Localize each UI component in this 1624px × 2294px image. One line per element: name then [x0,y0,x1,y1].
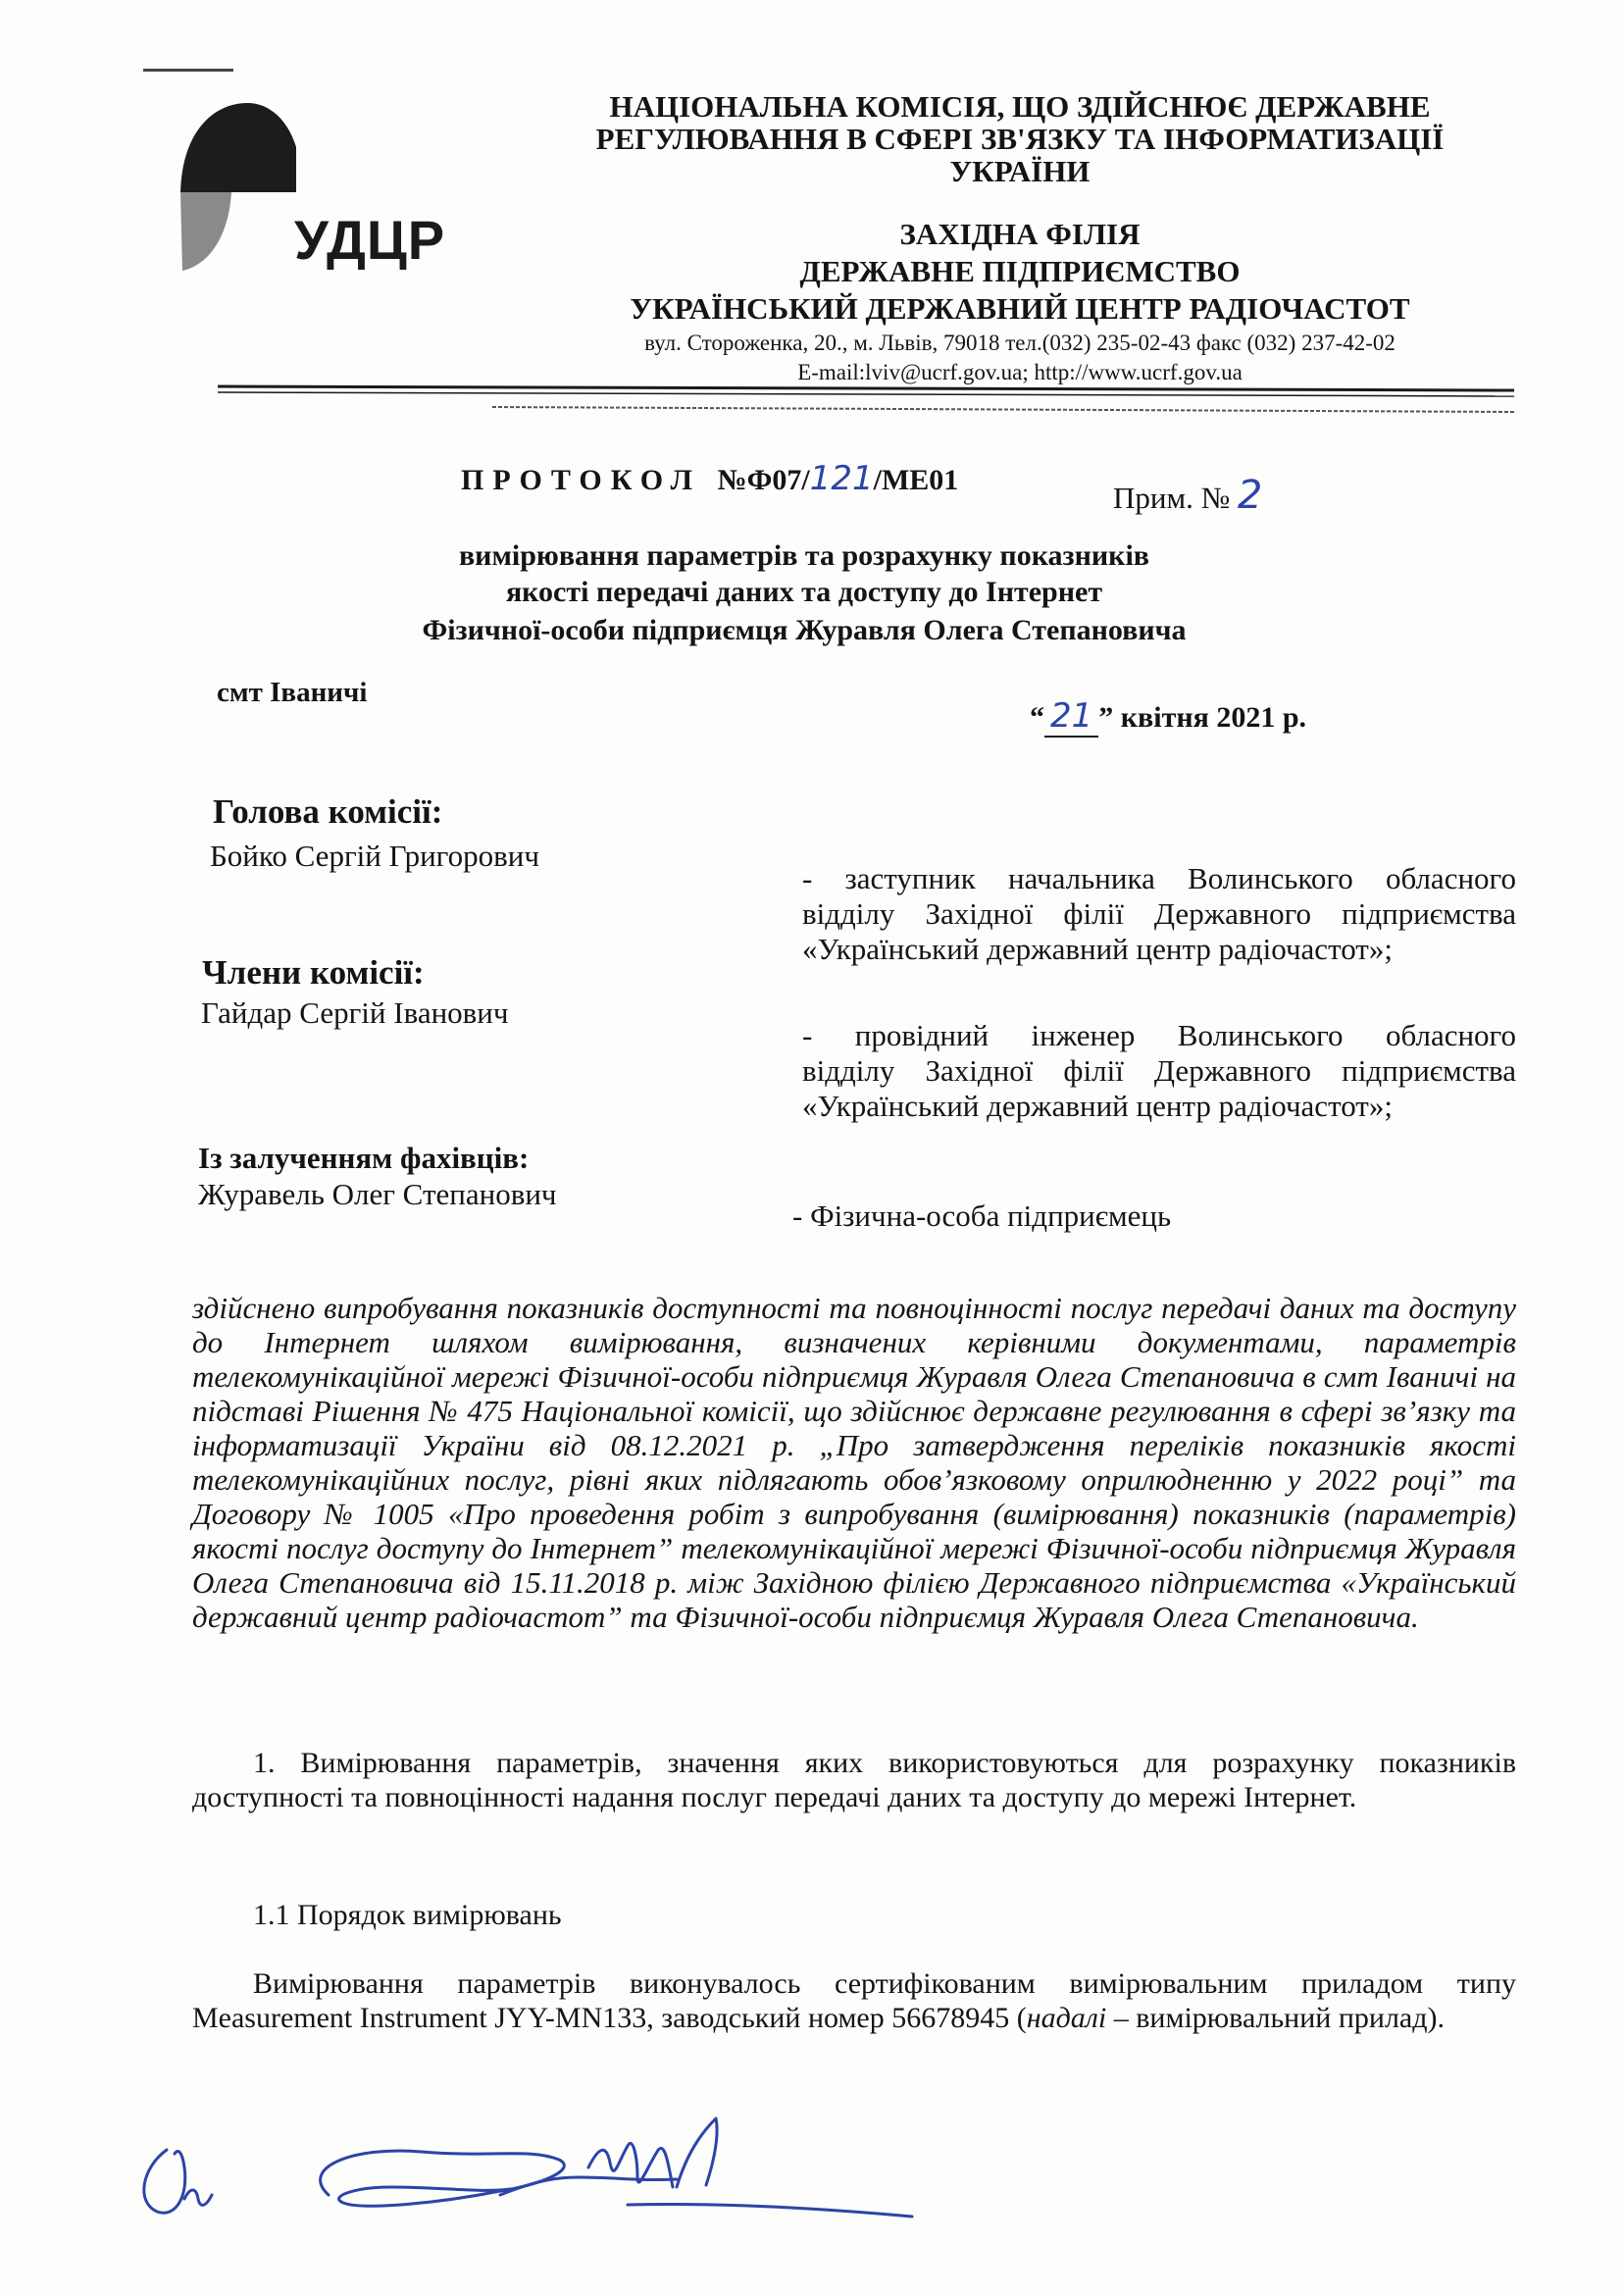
measurement-text-end: – вимірювальний прилад). [1106,2002,1445,2034]
chair-name: Бойко Сергій Григорович [210,839,539,873]
signature-underline [628,2205,912,2218]
member-role-line-1: - провідний інженер Волинського обласного [802,1018,1516,1052]
member-role-line-3: «Український державний центр радіочастот»; [802,1089,1393,1123]
chair-role [802,861,1516,967]
org-line-4: ЗАХІДНА ФІЛІЯ [899,217,1141,251]
org-address: вул. Стороженка, 20., м. Львів, 79018 тел.(032) 235-02-43 факс (032) 237-42-02 [644,331,1396,355]
chair-role-line-2: відділу Західної філії Державного підприємства [802,896,1516,931]
protocol-number-end: /МЕ01 [873,464,959,496]
members-heading: Члени комісії: [202,953,425,992]
org-line-1: НАЦІОНАЛЬНА КОМІСІЯ, ЩО ЗДІЙСНЮЄ ДЕРЖАВНЕ [609,89,1431,124]
chair-role-line-3: «Український державний центр радіочастот»; [802,932,1393,966]
expert-role: - Фізична-особа підприємець [792,1198,1172,1233]
org-contacts: E-mail:lviv@ucrf.gov.ua; http://www.ucrf.gov.ua [797,360,1243,384]
signature-2 [321,2151,565,2206]
date-day-handwritten: 21 [1044,696,1098,738]
signature-1 [144,2150,185,2213]
measurement-paragraph [192,1966,1516,2035]
member-name: Гайдар Сергій Іванович [201,995,509,1030]
place: смт Іваничі [217,677,368,708]
measurement-text-start: Вимірювання параметрів виконувалось сертифікованим вимірювальним приладом типу Measurement Instrument JYY-MN133, заводський номер 56678945 ( [192,1967,1516,2034]
subject-line-2: якості передачі даних та доступу до Інтернет [505,576,1103,608]
copy-number [1113,473,1262,518]
expert-name: Журавель Олег Степанович [198,1177,557,1211]
chair-role-line-1: - заступник начальника Волинського обласного [802,861,1516,895]
protocol-number-handwritten: 121 [809,459,874,498]
section-1-paragraph: 1. Вимірювання параметрів, значення яких використовуються для розрахунку показників доступності та повноцінності надання послуг передачі даних та доступу до мережі Інтернет. [192,1747,1516,1813]
experts-heading: Із залученням фахівців: [198,1141,530,1175]
date-rest: ” квітня 2021 р. [1098,701,1307,734]
date-open-quote: “ [1030,701,1044,734]
org-line-2: РЕГУЛЮВАННЯ В СФЕРІ ЗВ'ЯЗКУ ТА ІНФОРМАТИЗАЦІЇ [595,122,1445,156]
member-role [802,1018,1516,1124]
signature-2-tail [500,2177,677,2195]
chair-heading: Голова комісії: [213,792,443,831]
org-line-6: УКРАЇНСЬКИЙ ДЕРЖАВНИЙ ЦЕНТР РАДІОЧАСТОТ [630,291,1410,326]
org-line-3: УКРАЇНИ [949,154,1091,188]
section-1-1-heading: 1.1 Порядок вимірювань [253,1899,562,1931]
logo-top-bar [143,69,233,72]
header-divider [218,381,1514,420]
handwritten-signatures [127,2109,1010,2246]
copy-number-handwritten: 2 [1237,473,1263,518]
signature-1-tail [184,2190,212,2205]
copy-label: Прим. № [1113,481,1231,515]
protocol-title-prefix: ПРОТОКОЛ [461,464,701,496]
subject-line-1: вимірювання параметрів та розрахунку показників [458,539,1149,572]
protocol-number-start: №Ф07/ [717,464,810,496]
org-line-5: ДЕРЖАВНЕ ПІДПРИЄМСТВО [799,254,1241,288]
protocol-title [461,459,958,498]
logo-text: УДЦР [294,209,446,271]
date [1030,696,1306,736]
subject-line-3: Фізичної-особи підприємця Журавля Олега Степановича [422,614,1187,646]
member-role-line-2: відділу Західної філії Державного підприємства [802,1053,1516,1088]
udcr-logo-emblem [173,98,310,275]
measurement-text-italic: надалі [1026,2002,1107,2034]
signature-3-flourish [677,2118,717,2187]
intro-paragraph: здійснено випробування показників доступності та повноцінності послуг передачі даних та доступу до Інтернет шляхом вимірювання, визначених керівними документами, параметрів телекомунікаційної мережі Фізичної-особи підприємця Журавля Олега Степановича в смт Іваничі на підставі Рішення № 475 Національної комісії, що здійснює державне регулювання в сфері зв’язку та інформатизації України від 08.12.2021 р. „Про затвердження переліків показників якості телекомунікаційних послуг, рівні яких підлягають обов’язковому оприлюдненню у 2022 році” та Договору № 1005 «Про проведення робіт з випробування (вимірювання) показників (параметрів) якості послуг доступу до Інтернет” телекомунікаційної мережі Фізичної-особи підприємця Журавля Олега Степановича від 15.11.2018 р. між Західною філією Державного підприємства «Український державний центр радіочастот” та Фізичної-особи підприємця Журавля Олега Степановича. [192,1291,1516,1634]
